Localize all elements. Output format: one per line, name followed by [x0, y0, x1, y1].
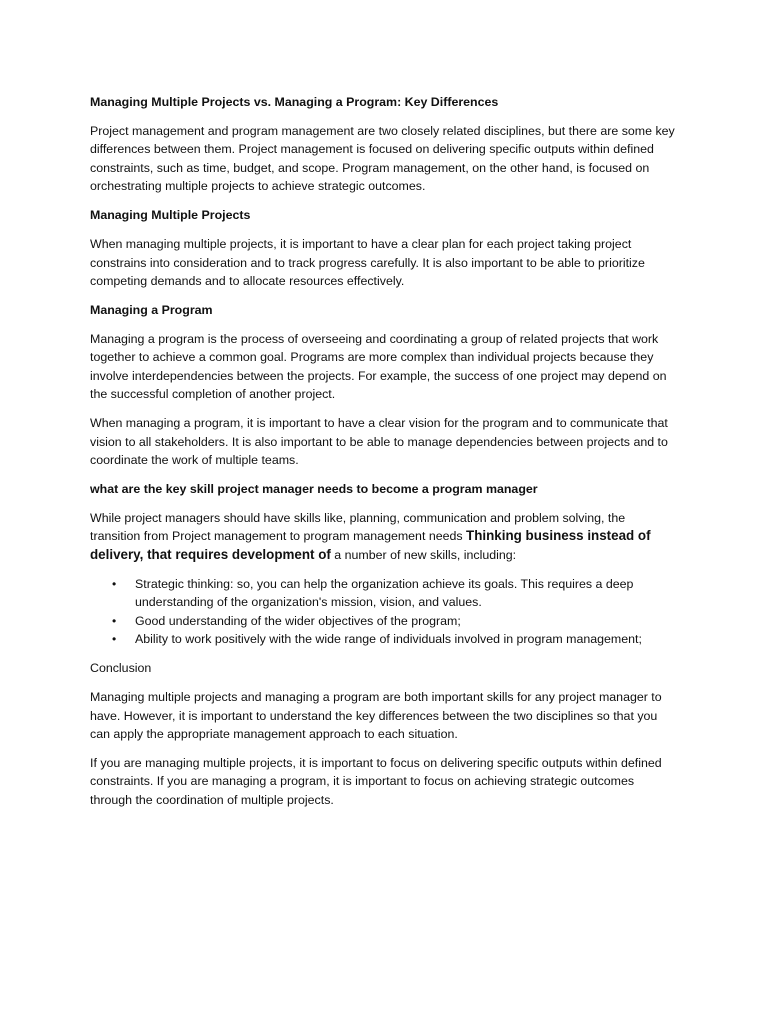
list-item [90, 612, 676, 630]
skills-lead-bold: Thinking business instead of delivery, that requires development of [90, 528, 651, 562]
paragraph-conclusion-2: If you are managing multiple projects, it is important to focus on delivering specific outputs within defined constraints. If you are managing a program, it is important to focus on achieving strategic outcomes through the coordination of multiple projects. [90, 755, 662, 807]
list-item-text: Good understanding of the wider objectives of the program; [135, 613, 461, 628]
paragraph-conclusion-1: Managing multiple projects and managing a program are both important skills for any project manager to have. However, it is important to understand the key differences between the two disciplines so that you can apply the appropriate management approach to each situation. [90, 690, 662, 741]
list-item [90, 630, 676, 648]
paragraph-managing-multiple-projects: When managing multiple projects, it is important to have a clear plan for each project taking project constrains into consideration and to track progress carefully. It is also important to be able to prioritize competing demands and to allocate resources effectively. [90, 237, 645, 289]
document-title: Managing Multiple Projects vs. Managing a Program: Key Differences [90, 95, 499, 109]
intro-paragraph: Project management and program management are two closely related disciplines, but there are some key differences between them. Project management is focused on delivering specific outputs within defined constraints, such as time, budget, and scope. Program management, on the other hand, is focused on orchestrating multiple projects to achieve strategic outcomes. [90, 124, 675, 194]
skills-lead-tail: a number of new skills, including: [330, 547, 517, 562]
bullet-icon: • [112, 632, 117, 647]
heading-managing-a-program: Managing a Program [90, 303, 213, 318]
list-item [90, 575, 676, 612]
paragraph-skills-lead [90, 509, 676, 564]
skills-bullet-list [90, 575, 676, 649]
bullet-icon: • [112, 613, 117, 628]
paragraph-program-vision: When managing a program, it is important to have a clear vision for the program and to communicate that vision to all stakeholders. It is also important to be able to manage dependencies between projects and to coordinate the work of multiple teams. [90, 416, 668, 468]
heading-conclusion: Conclusion [90, 661, 152, 676]
list-item-text: Strategic thinking: so, you can help the organization achieve its goals. This requires a deep understanding of the organization's mission, vision, and values. [135, 576, 634, 610]
document-page [90, 93, 676, 820]
heading-managing-multiple-projects: Managing Multiple Projects [90, 208, 251, 223]
list-item-text: Ability to work positively with the wide range of individuals involved in program management; [135, 632, 642, 647]
heading-key-skills: what are the key skill project manager needs to become a program manager [90, 482, 538, 497]
paragraph-program-definition: Managing a program is the process of overseeing and coordinating a group of related projects that work together to achieve a common goal. Programs are more complex than individual projects because they involve interdependencies between the projects. For example, the success of one project may depend on the successful completion of another project. [90, 332, 667, 402]
bullet-icon: • [112, 576, 117, 591]
skills-lead-plain: While project managers should have skills like, planning, communication and problem solving, the transition from Project management to program management needs [90, 511, 626, 544]
